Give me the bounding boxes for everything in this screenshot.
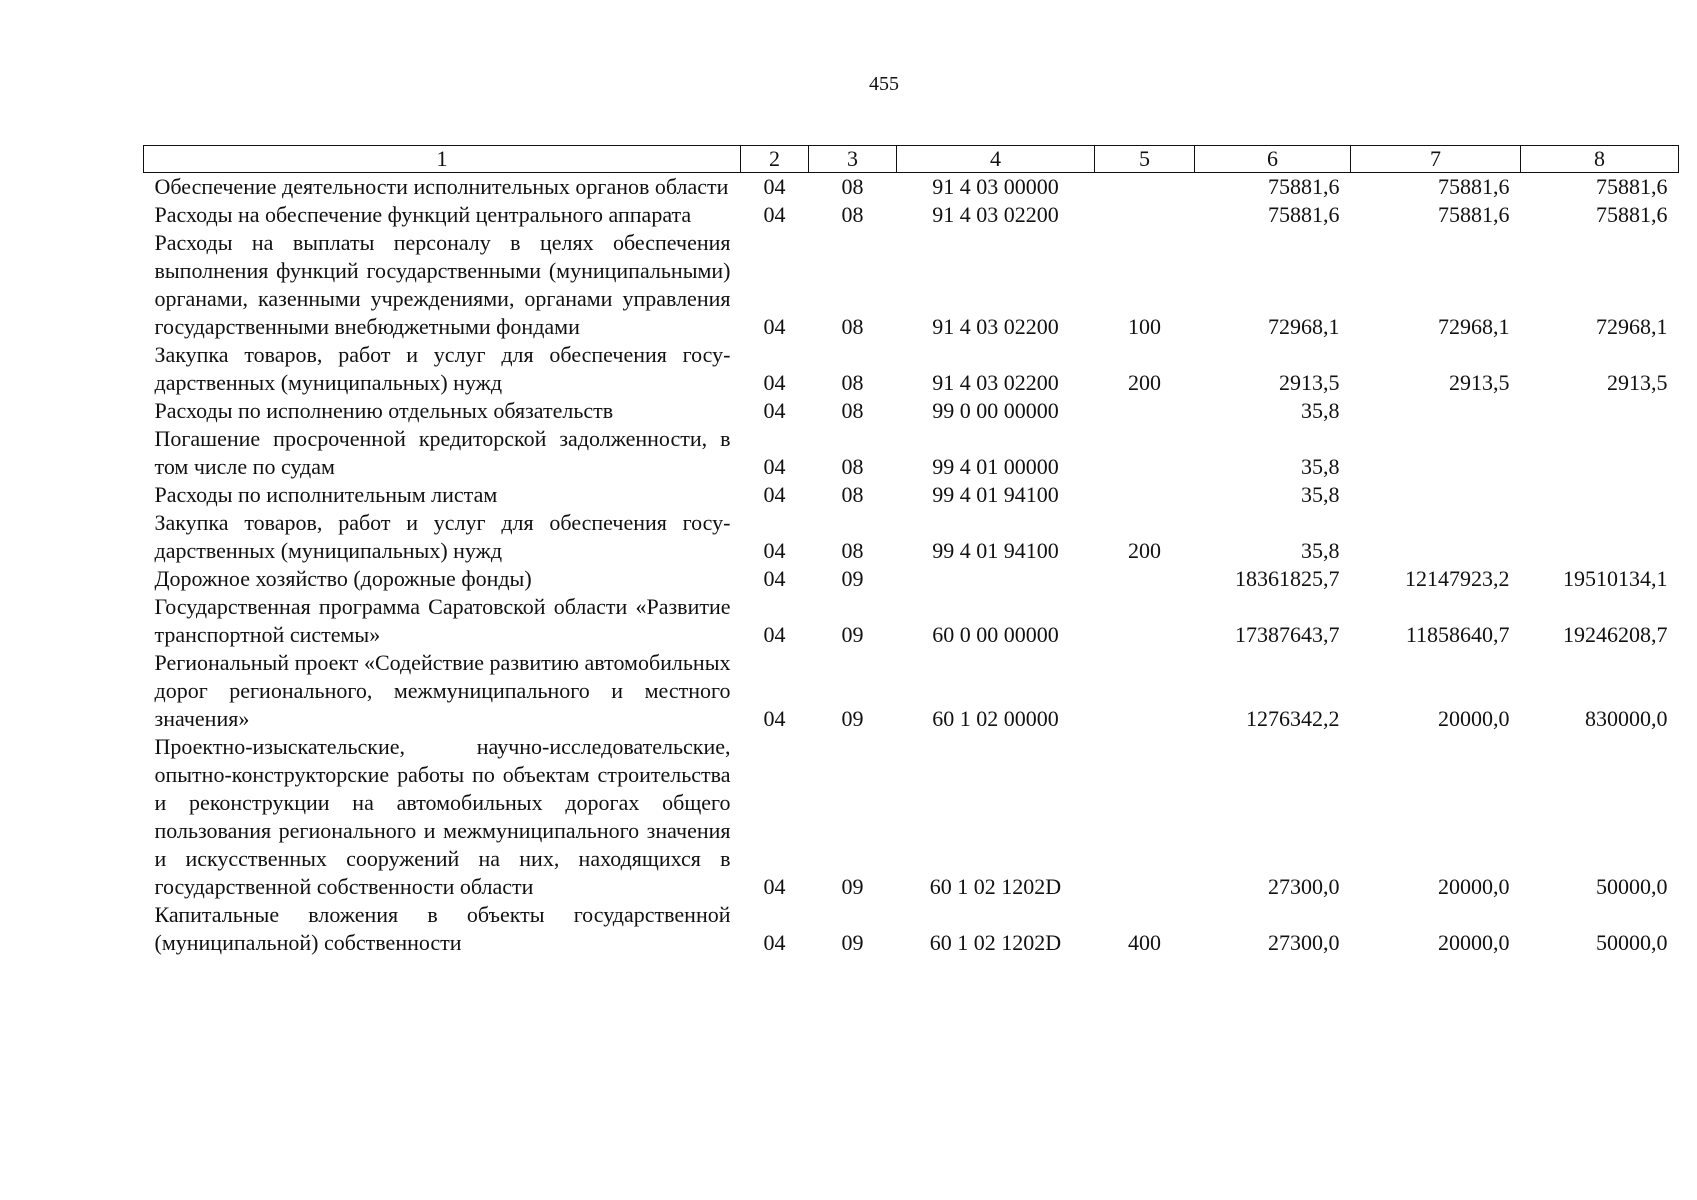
row-subsection: 08 bbox=[841, 370, 864, 395]
row-value-col8: 50000,0 bbox=[1596, 874, 1668, 899]
row-value-col7: 20000,0 bbox=[1438, 930, 1510, 955]
row-value-col6: 75881,6 bbox=[1268, 174, 1340, 199]
row-expense-type bbox=[1095, 397, 1195, 425]
row-value-col8: 19246208,7 bbox=[1563, 622, 1668, 647]
table-header bbox=[144, 146, 1679, 173]
row-name: Расходы на выплаты персоналу в целях обеспечения выполнения функций государственными (муниципальными) органами, казенными учреждениями, органами управления государственными внебюджетными фондами bbox=[154, 230, 731, 339]
row-target-article bbox=[897, 565, 1095, 593]
row-value-col6: 35,8 bbox=[1301, 538, 1340, 563]
row-subsection: 09 bbox=[841, 706, 864, 731]
row-expense-type: 200 bbox=[1128, 538, 1161, 563]
row-target-article: 99 4 01 00000 bbox=[932, 454, 1059, 479]
row-subsection: 08 bbox=[841, 202, 864, 227]
row-name: Обеспечение деятельности исполнительных органов области bbox=[154, 174, 729, 199]
row-name: Региональный проект «Содействие развитию автомобильных дорог регионального, межмуниципального и местного значения» bbox=[154, 650, 731, 731]
row-target-article: 60 1 02 00000 bbox=[932, 706, 1059, 731]
row-expense-type: 200 bbox=[1128, 370, 1161, 395]
table-row bbox=[144, 341, 1679, 397]
row-value-col8: 19510134,1 bbox=[1563, 566, 1668, 591]
row-value-col7: 72968,1 bbox=[1438, 314, 1510, 339]
table-row bbox=[144, 229, 1679, 341]
row-section: 04 bbox=[763, 874, 786, 899]
table-row bbox=[144, 649, 1679, 733]
row-expense-type bbox=[1095, 649, 1195, 733]
row-name: Расходы по исполнению отдельных обязательств bbox=[154, 398, 614, 423]
row-subsection: 08 bbox=[841, 482, 864, 507]
row-value-col6: 17387643,7 bbox=[1235, 622, 1340, 647]
table-row bbox=[144, 173, 1679, 202]
row-section: 04 bbox=[763, 314, 786, 339]
row-value-col6: 35,8 bbox=[1301, 482, 1340, 507]
table-row bbox=[144, 425, 1679, 481]
row-value-col8 bbox=[1521, 509, 1679, 565]
row-value-col8: 50000,0 bbox=[1596, 930, 1668, 955]
header-col-1: 1 bbox=[144, 146, 741, 173]
header-col-5: 5 bbox=[1095, 146, 1195, 173]
row-name: Закупка товаров, работ и услуг для обеспечения государственных (муниципальных) нужд bbox=[154, 510, 731, 563]
row-value-col7: 12147923,2 bbox=[1405, 566, 1510, 591]
table-body bbox=[144, 173, 1679, 958]
row-value-col6: 2913,5 bbox=[1279, 370, 1340, 395]
row-name: Проектно-изыскательские, научно-исследовательские, опытно-конструкторские работы по объектам строительства и реконструкции на автомобильных дорогах общего пользования регионального и межмуниципального значения и искусственных сооружений на них, находящихся в государственной собственности области bbox=[154, 734, 731, 899]
row-value-col7 bbox=[1351, 397, 1521, 425]
row-name: Закупка товаров, работ и услуг для обеспечения государственных (муниципальных) нужд bbox=[154, 342, 731, 395]
row-target-article: 99 4 01 94100 bbox=[932, 482, 1059, 507]
header-col-3: 3 bbox=[809, 146, 897, 173]
row-expense-type bbox=[1095, 425, 1195, 481]
header-col-7: 7 bbox=[1351, 146, 1521, 173]
row-section: 04 bbox=[763, 538, 786, 563]
header-col-6: 6 bbox=[1195, 146, 1351, 173]
row-value-col8 bbox=[1521, 481, 1679, 509]
row-section: 04 bbox=[763, 930, 786, 955]
row-value-col6: 72968,1 bbox=[1268, 314, 1340, 339]
row-value-col8 bbox=[1521, 425, 1679, 481]
row-target-article: 91 4 03 00000 bbox=[932, 174, 1059, 199]
row-value-col6: 18361825,7 bbox=[1235, 566, 1340, 591]
row-section: 04 bbox=[763, 454, 786, 479]
row-name: Государственная программа Саратовской области «Развитие транспортной системы» bbox=[154, 594, 731, 647]
table-row bbox=[144, 901, 1679, 957]
row-name: Дорожное хозяйство (дорожные фонды) bbox=[154, 566, 532, 591]
row-section: 04 bbox=[763, 398, 786, 423]
row-subsection: 09 bbox=[841, 874, 864, 899]
row-value-col8: 830000,0 bbox=[1585, 706, 1668, 731]
budget-table bbox=[143, 145, 1679, 957]
row-value-col6: 27300,0 bbox=[1268, 930, 1340, 955]
row-value-col6: 27300,0 bbox=[1268, 874, 1340, 899]
row-target-article: 60 1 02 1202D bbox=[929, 874, 1062, 899]
table-row bbox=[144, 509, 1679, 565]
row-target-article: 91 4 03 02200 bbox=[932, 370, 1059, 395]
row-subsection: 08 bbox=[841, 454, 864, 479]
row-section: 04 bbox=[763, 370, 786, 395]
header-row bbox=[144, 146, 1679, 173]
row-value-col7 bbox=[1351, 509, 1521, 565]
table-row bbox=[144, 481, 1679, 509]
row-expense-type: 400 bbox=[1128, 930, 1161, 955]
row-section: 04 bbox=[763, 174, 786, 199]
row-section: 04 bbox=[763, 482, 786, 507]
row-subsection: 08 bbox=[841, 174, 864, 199]
row-value-col7 bbox=[1351, 425, 1521, 481]
row-target-article: 91 4 03 02200 bbox=[932, 202, 1059, 227]
row-value-col7: 75881,6 bbox=[1438, 202, 1510, 227]
row-subsection: 09 bbox=[841, 622, 864, 647]
row-value-col7: 20000,0 bbox=[1438, 706, 1510, 731]
row-subsection: 09 bbox=[841, 930, 864, 955]
table-row bbox=[144, 201, 1679, 229]
row-section: 04 bbox=[763, 706, 786, 731]
table-row bbox=[144, 565, 1679, 593]
row-value-col8: 72968,1 bbox=[1596, 314, 1668, 339]
page-number: 455 bbox=[869, 73, 899, 95]
row-expense-type bbox=[1095, 593, 1195, 649]
row-target-article: 99 4 01 94100 bbox=[932, 538, 1059, 563]
row-expense-type bbox=[1095, 733, 1195, 901]
row-subsection: 09 bbox=[841, 566, 864, 591]
row-expense-type bbox=[1095, 173, 1195, 202]
row-value-col6: 1276342,2 bbox=[1246, 706, 1340, 731]
row-expense-type bbox=[1095, 565, 1195, 593]
row-name: Расходы по исполнительным листам bbox=[154, 482, 498, 507]
row-target-article: 60 0 00 00000 bbox=[932, 622, 1059, 647]
table-row bbox=[144, 733, 1679, 901]
row-target-article: 60 1 02 1202D bbox=[929, 930, 1062, 955]
row-section: 04 bbox=[763, 202, 786, 227]
row-value-col6: 35,8 bbox=[1301, 398, 1340, 423]
row-expense-type bbox=[1095, 481, 1195, 509]
row-value-col7 bbox=[1351, 481, 1521, 509]
table-row bbox=[144, 397, 1679, 425]
row-value-col8: 2913,5 bbox=[1607, 370, 1668, 395]
row-section: 04 bbox=[763, 566, 786, 591]
header-col-4: 4 bbox=[897, 146, 1095, 173]
row-expense-type bbox=[1095, 201, 1195, 229]
row-name: Погашение просроченной кредиторской задолженности, в том числе по судам bbox=[154, 426, 731, 479]
row-value-col7: 20000,0 bbox=[1438, 874, 1510, 899]
row-value-col6: 35,8 bbox=[1301, 454, 1340, 479]
row-section: 04 bbox=[763, 622, 786, 647]
row-value-col7: 11858640,7 bbox=[1405, 622, 1510, 647]
header-col-8: 8 bbox=[1521, 146, 1679, 173]
header-col-2: 2 bbox=[741, 146, 809, 173]
table-row bbox=[144, 593, 1679, 649]
row-target-article: 99 0 00 00000 bbox=[932, 398, 1059, 423]
row-subsection: 08 bbox=[841, 398, 864, 423]
row-value-col8: 75881,6 bbox=[1596, 174, 1668, 199]
row-name: Расходы на обеспечение функций центрального аппарата bbox=[154, 202, 692, 227]
row-name: Капитальные вложения в объекты государственной (муниципальной) собственности bbox=[154, 902, 731, 955]
row-value-col6: 75881,6 bbox=[1268, 202, 1340, 227]
row-value-col7: 2913,5 bbox=[1449, 370, 1510, 395]
row-value-col7: 75881,6 bbox=[1438, 174, 1510, 199]
row-target-article: 91 4 03 02200 bbox=[932, 314, 1059, 339]
row-subsection: 08 bbox=[841, 538, 864, 563]
row-value-col8: 75881,6 bbox=[1596, 202, 1668, 227]
row-value-col8 bbox=[1521, 397, 1679, 425]
row-expense-type: 100 bbox=[1128, 314, 1161, 339]
row-subsection: 08 bbox=[841, 314, 864, 339]
